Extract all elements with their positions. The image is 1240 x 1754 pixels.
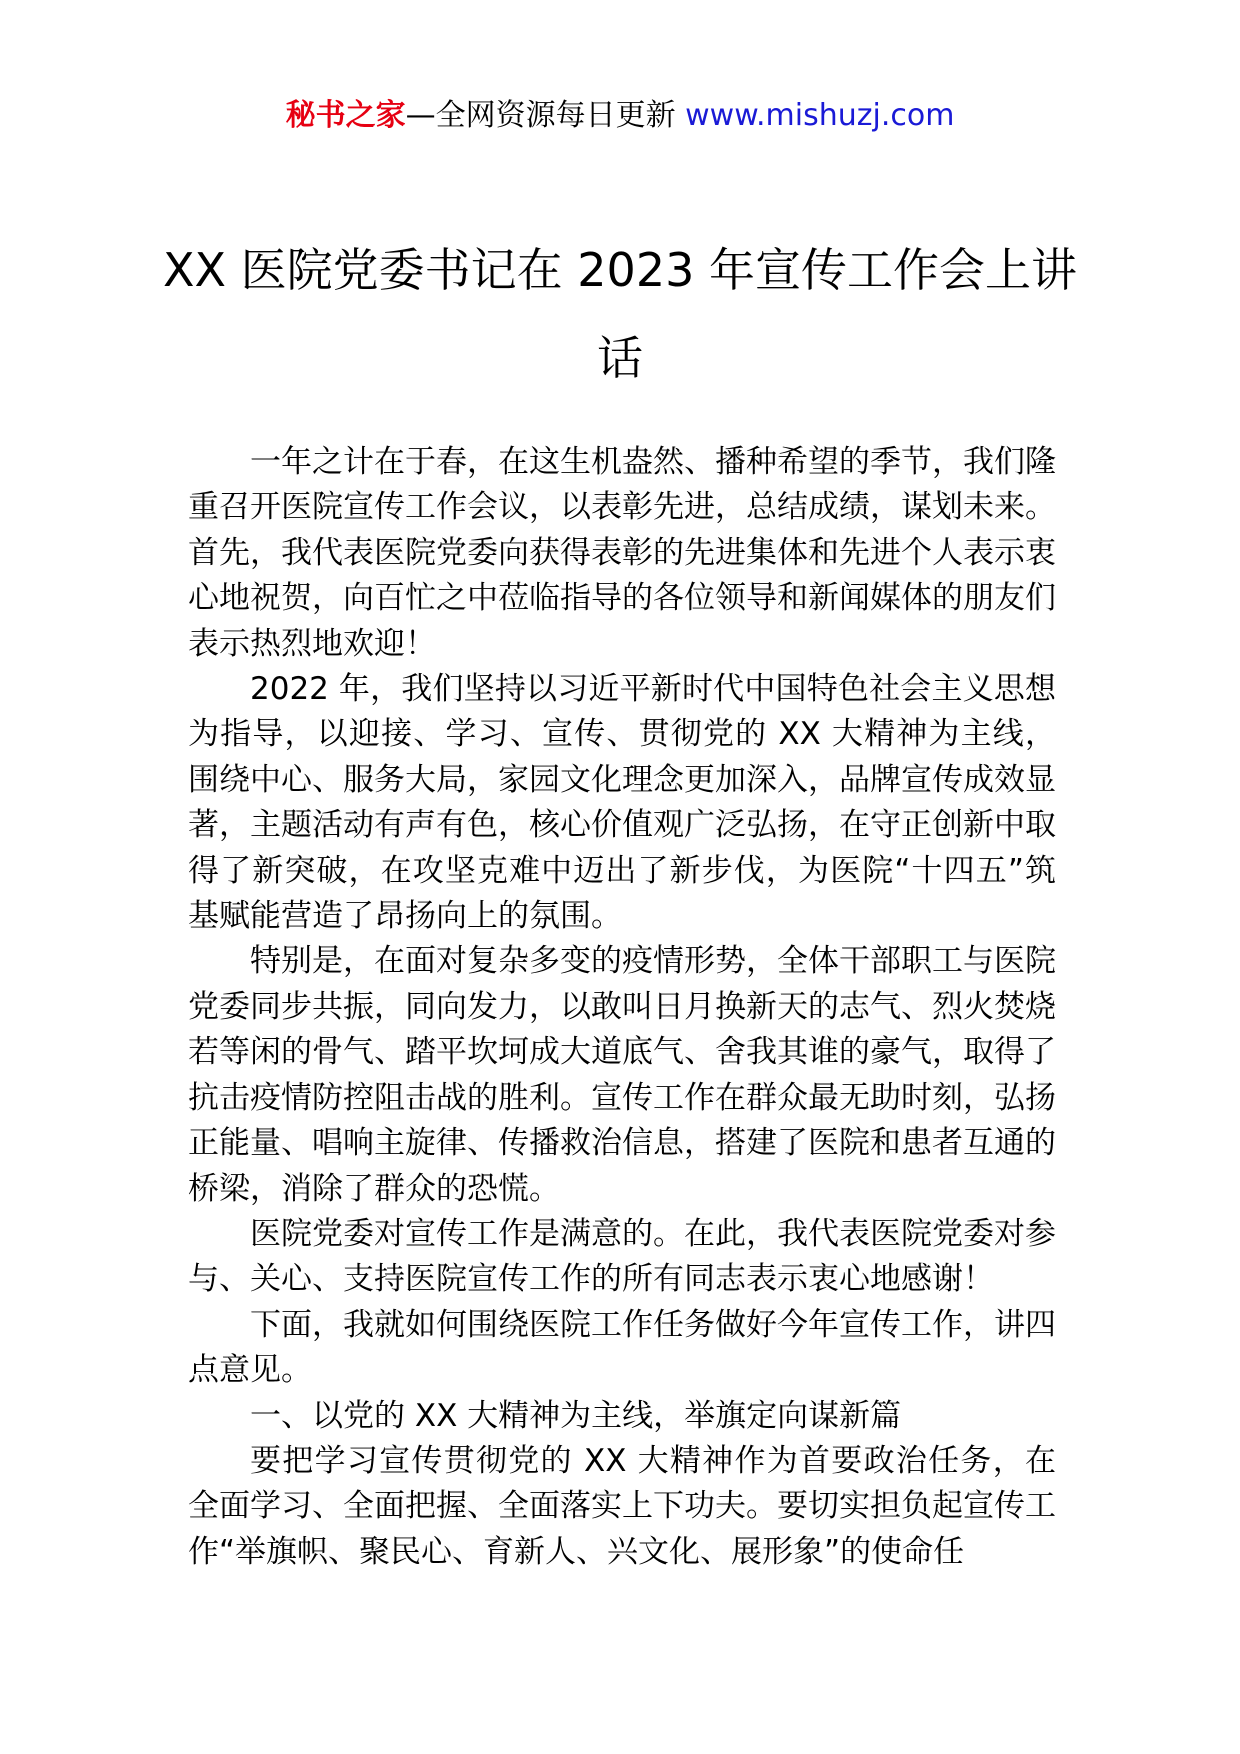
paragraph: 2022 年，我们坚持以习近平新时代中国特色社会主义思想为指导，以迎接、学习、宣传、贯彻党的 XX 大精神为主线，围绕中心、服务大局，家园文化理念更加深入，品牌宣传成效显著，主题活动有声有色，核心价值观广泛弘扬，在守正创新中取得了新突破，在攻坚克难中迈出了新步伐，为医院“十四五”筑基赋能营造了昂扬向上的氛围。: [188, 671, 1056, 935]
paragraph: 医院党委对宣传工作是满意的。在此，我代表医院党委对参与、关心、支持医院宣传工作的所有同志表示衷心地感谢！: [188, 1215, 1056, 1298]
section-heading: 一、以党的 XX 大精神为主线，举旗定向谋新篇: [250, 1397, 902, 1434]
site-tagline: —全网资源每日更新: [405, 98, 686, 133]
site-url-link[interactable]: www.mishuzj.com: [685, 98, 955, 133]
paragraph: 特别是，在面对复杂多变的疫情形势，全体干部职工与医院党委同步共振，同向发力，以敢叫日月换新天的志气、烈火焚烧若等闲的骨气、踏平坎坷成大道底气、舍我其谁的豪气，取得了抗击疫情防控阻击战的胜利。宣传工作在群众最无助时刻，弘扬正能量、唱响主旋律、传播救治信息，搭建了医院和患者互通的桥梁，消除了群众的恐慌。: [188, 943, 1056, 1207]
paragraph: 下面，我就如何围绕医院工作任务做好今年宣传工作，讲四点意见。: [188, 1306, 1056, 1389]
document-body: [188, 440, 1056, 1575]
document-title: XX 医院党委书记在 2023 年宣传工作会上讲话: [163, 243, 1077, 385]
site-header: [0, 96, 1240, 136]
paragraph: 要把学习宣传贯彻党的 XX 大精神作为首要政治任务，在全面学习、全面把握、全面落实上下功夫。要切实担负起宣传工作“举旗帜、聚民心、育新人、兴文化、展形象”的使命任: [188, 1442, 1056, 1570]
paragraph: 一年之计在于春，在这生机盎然、播种希望的季节，我们隆重召开医院宣传工作会议，以表彰先进，总结成绩，谋划未来。首先，我代表医院党委向获得表彰的先进集体和先进个人表示衷心地祝贺，向百忙之中莅临指导的各位领导和新闻媒体的朋友们表示热烈地欢迎！: [188, 444, 1056, 662]
site-brand: 秘书之家: [285, 98, 406, 133]
